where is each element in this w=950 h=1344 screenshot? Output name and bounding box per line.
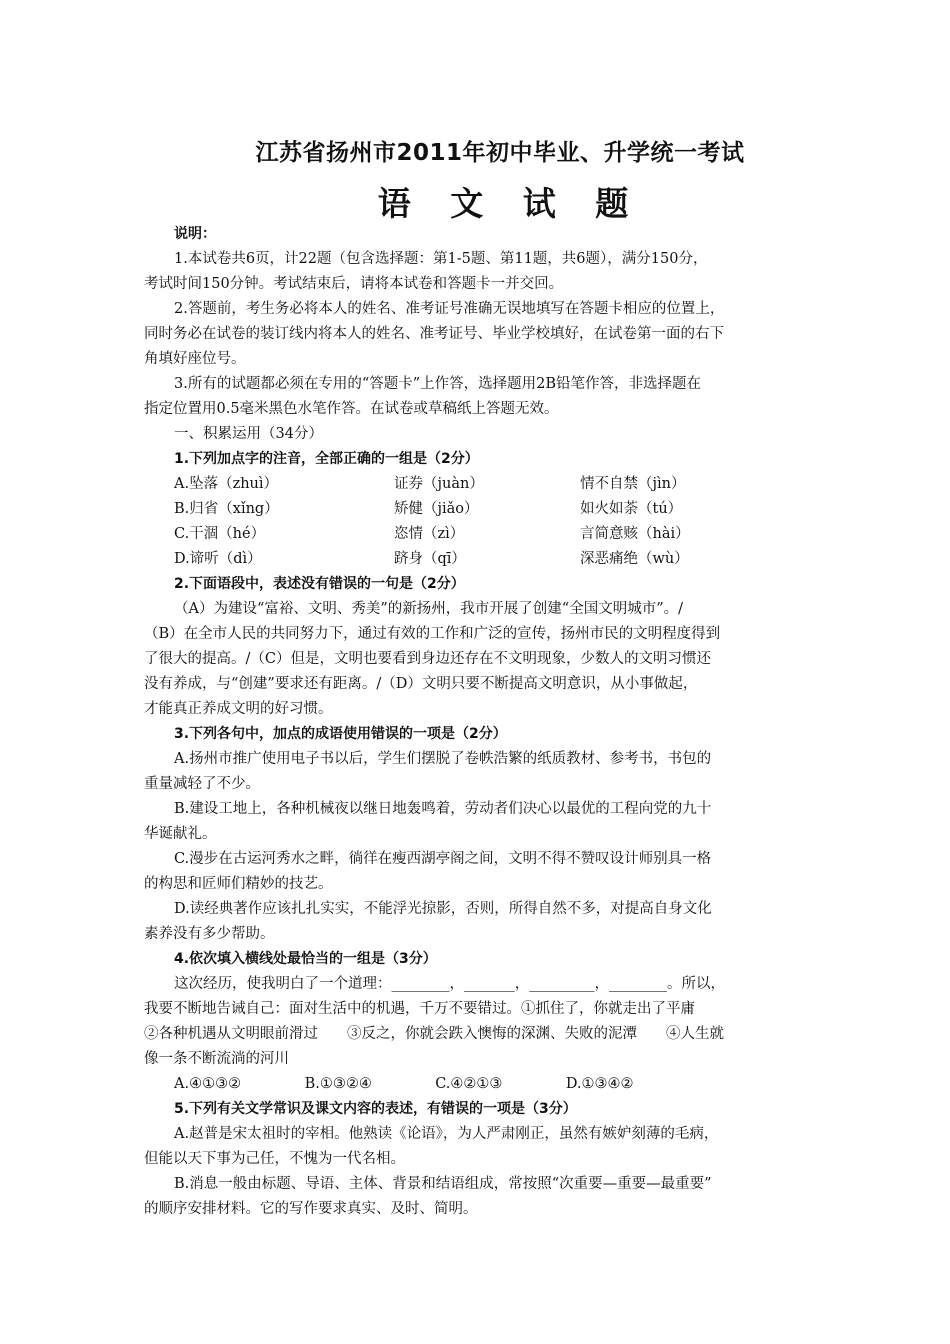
question-1-option-row [144,497,816,522]
option-line: C.漫步在古运河秀水之畔，徜徉在瘦西湖亭阁之间，文明不得不赞叹设计师别具一格 [174,851,712,867]
option-b: B.①③②④ [304,1076,372,1092]
option-line: 华诞献礼。 [144,826,217,842]
option-a: A.④①③② [174,1076,242,1092]
option-c: C.④②①③ [435,1076,503,1092]
passage-line: 了很大的提高。/（C）但是，文明也要看到身边还存在不文明现象，少数人的文明习惯还 [144,651,711,667]
passage-line: 像一条不断流淌的河川 [144,1051,289,1067]
option-line: A.赵普是宋太祖时的宰相。他熟读《论语》，为人严肃刚正，虽然有嫉妒刻薄的毛病， [174,1126,719,1142]
instruction-line: 考试时间150分钟。考试结束后，请将本试卷和答题卡一并交回。 [144,276,564,292]
section-heading: 一、积累运用（34分） [174,426,323,442]
option-cell: B.归省（xǐng） [174,501,279,517]
option-cell: 言简意赅（hài） [580,526,690,542]
question-4-stem: 4.依次填入横线处最恰当的一组是（3分） [174,951,437,967]
question-2-stem: 2.下面语段中，表述没有错误的一句是（2分） [174,576,465,592]
option-cell: 恣情（zì） [394,526,465,542]
question-5-stem: 5.下列有关文学常识及课文内容的表述，有错误的一项是（3分） [174,1101,577,1117]
option-cell: 矫健（jiǎo） [394,501,479,517]
option-cell: 深恶痛绝（wù） [580,551,689,567]
instructions-heading: 说明： [174,226,216,242]
option-line: D.读经典著作应该扎扎实实，不能浮光掠影，否则，所得自然不多，对提高自身文化 [174,901,712,917]
instruction-line: 角填好座位号。 [144,351,246,367]
question-1-stem: 1.下列加点字的注音，全部正确的一组是（2分） [174,451,479,467]
option-line: A.扬州市推广使用电子书以后，学生们摆脱了卷帙浩繁的纸质教材、参考书，书包的 [174,751,712,767]
exam-title: 江苏省扬州市2011年初中毕业、升学统一考试 [255,140,745,166]
question-1-option-row [144,472,816,497]
question-4-options [144,1072,816,1097]
option-cell: D.谛听（dì） [174,551,262,567]
option-cell: A.坠落（zhuì） [174,476,279,492]
passage-line: （B）在全市人民的共同努力下，通过有效的工作和广泛的宣传，扬州市民的文明程度得到 [144,626,721,642]
instruction-line: 同时务必在试卷的装订线内将本人的姓名、准考证号、毕业学校填好，在试卷第一面的右下 [144,326,724,342]
question-3-stem: 3.下列各句中，加点的成语使用错误的一项是（2分） [174,726,507,742]
instruction-line: 2.答题前，考生务必将本人的姓名、准考证号准确无误地填写在答题卡相应的位置上， [174,301,725,317]
passage-line: 才能真正养成文明的好习惯。 [144,701,333,717]
passage-line: （A）为建设“富裕、文明、秀美”的新扬州，我市开展了创建“全国文明城市”。/ [174,601,684,617]
question-1-option-row [144,522,816,547]
exam-subtitle: 语 文 试 题 [377,184,643,223]
option-cell: 跻身（qī） [394,551,466,567]
option-cell: 情不自禁（jìn） [580,476,686,492]
option-line: 的顺序安排材料。它的写作要求真实、及时、简明。 [144,1201,478,1217]
passage-line: 我要不断地告诫自己：面对生活中的机遇，千万不要错过。①抓住了，你就走出了平庸 [144,1001,695,1017]
passage-line: 没有养成，与“创建”要求还有距离。/（D）文明只要不断提高文明意识，从小事做起， [144,676,698,692]
option-cell: 证券（juàn） [394,476,484,492]
option-d: D.①③④② [565,1076,634,1092]
instruction-line: 指定位置用0.5毫米黑色水笔作答。在试卷或草稿纸上答题无效。 [144,401,559,417]
option-line: B.建设工地上，各种机械夜以继日地轰鸣着，劳动者们决心以最优的工程向党的九十 [174,801,712,817]
instruction-line: 1.本试卷共6页，计22题（包含选择题：第1-5题、第11题，共6题），满分150分， [174,251,708,267]
option-line: 重量减轻了不少。 [144,776,260,792]
option-line: B.消息一般由标题、导语、主体、背景和结语组成，常按照“次重要—重要—最重要” [174,1176,712,1192]
instruction-line: 3.所有的试题都必须在专用的“答题卡”上作答，选择题用2B铅笔作答，非选择题在 [174,376,702,392]
exam-body [144,222,816,1222]
option-cell: C.干涸（hé） [174,526,266,542]
option-line: 的构思和匠师们精妙的技艺。 [144,876,333,892]
passage-line: 这次经历，使我明白了一个道理：________，_______，_________，________。所以， [174,976,725,992]
passage-line: ②各种机遇从文明眼前滑过 ③反之，你就会跌入懊悔的深渊、失败的泥潭 ④人生就 [144,1026,724,1042]
option-line: 素养没有多少帮助。 [144,926,275,942]
question-1-option-row [144,547,816,572]
option-cell: 如火如荼（tú） [580,501,683,517]
option-line: 但能以天下事为己任，不愧为一代名相。 [144,1151,405,1167]
